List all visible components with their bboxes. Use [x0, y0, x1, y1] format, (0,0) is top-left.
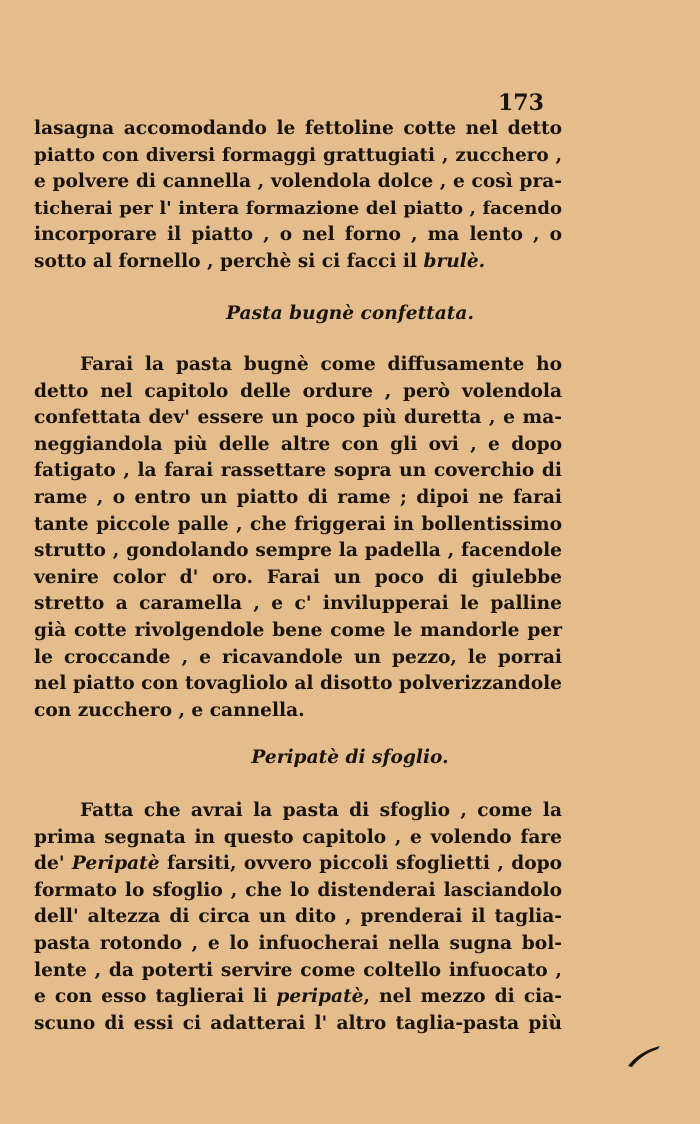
text-line: tante piccole palle , che friggerai in bollentissimo — [34, 513, 562, 535]
intro-paragraph — [34, 116, 562, 276]
section1-paragraph — [34, 352, 562, 724]
text-line: e polvere di cannella , volendola dolce , e così pra- — [34, 171, 562, 193]
text-line: neggiandola più delle altre con gli ovi , e dopo — [34, 433, 562, 455]
text-line: nel piatto con tovagliolo al disotto polverizzandole — [34, 673, 562, 695]
text-line-last — [34, 249, 562, 276]
text-line: venire color d' oro. Farai un poco di giulebbe — [34, 566, 562, 588]
text-line — [34, 984, 562, 1011]
text-line: pasta rotondo , e lo infuocherai nella sugna bol- — [34, 932, 562, 954]
text-line: detto nel capitolo delle ordure , però volendola — [34, 380, 562, 402]
text-line: fatigato , la farai rassettare sopra un coverchio di — [34, 460, 562, 482]
text-line: scuno di essi ci adatterai l' altro taglia-pasta più — [34, 1012, 562, 1034]
text-line — [34, 851, 562, 878]
printer-mark-icon — [624, 1040, 664, 1070]
section2-paragraph — [34, 798, 562, 1037]
text-line: stretto a caramella , e c' invilupperai le palline — [34, 593, 562, 615]
page-number: 173 — [498, 90, 544, 116]
text-line: prima segnata in questo capitolo , e volendo fare — [34, 826, 562, 848]
text-line: rame , o entro un piatto di rame ; dipoi ne farai — [34, 486, 562, 508]
text-line-last: con zucchero , e cannella. — [34, 699, 305, 721]
text-segment: sotto al fornello , perchè si ci facci il — [34, 250, 424, 272]
text-line: formato lo sfoglio , che lo distenderai lasciandolo — [34, 879, 562, 901]
italic-word: peripatè — [276, 986, 364, 1008]
text-line: strutto , gondolando sempre la padella , facendole — [34, 540, 562, 562]
italic-word: brulè. — [423, 250, 486, 272]
text-line: già cotte rivolgendole bene come le mandorle per — [34, 619, 562, 641]
text-line: Farai la pasta bugnè come diffusamente ho — [80, 354, 562, 375]
italic-word: Peripatè — [71, 853, 160, 875]
section-heading: Peripatè di sfoglio. — [251, 747, 449, 768]
text-line: piatto con diversi formaggi grattugiati , zucchero , — [34, 144, 562, 166]
text-segment: farsiti, ovvero piccoli sfoglietti , dopo — [159, 853, 563, 875]
section-heading: Pasta bugnè confettata. — [226, 303, 474, 324]
text-line: dell' altezza di circa un dito , prenderai il taglia- — [34, 906, 562, 928]
text-line: Fatta che avrai la pasta di sfoglio , come la — [80, 800, 562, 821]
text-segment: , nel mezzo di cia- — [363, 986, 562, 1008]
text-line: lasagna accomodando le fettoline cotte nel detto — [34, 118, 562, 139]
text-segment: de' — [34, 853, 72, 875]
text-line: confettata dev' essere un poco più duretta , e ma- — [34, 407, 562, 429]
text-line: le croccande , e ricavandole un pezzo, le porrai — [34, 646, 562, 668]
text-line: lente , da poterti servire come coltello infuocato , — [34, 959, 562, 981]
text-line: incorporare il piatto , o nel forno , ma lento , o — [34, 224, 562, 246]
text-segment: e con esso taglierai li — [34, 986, 277, 1008]
text-line: ticherai per l' intera formazione del piatto , facendo — [34, 197, 562, 219]
